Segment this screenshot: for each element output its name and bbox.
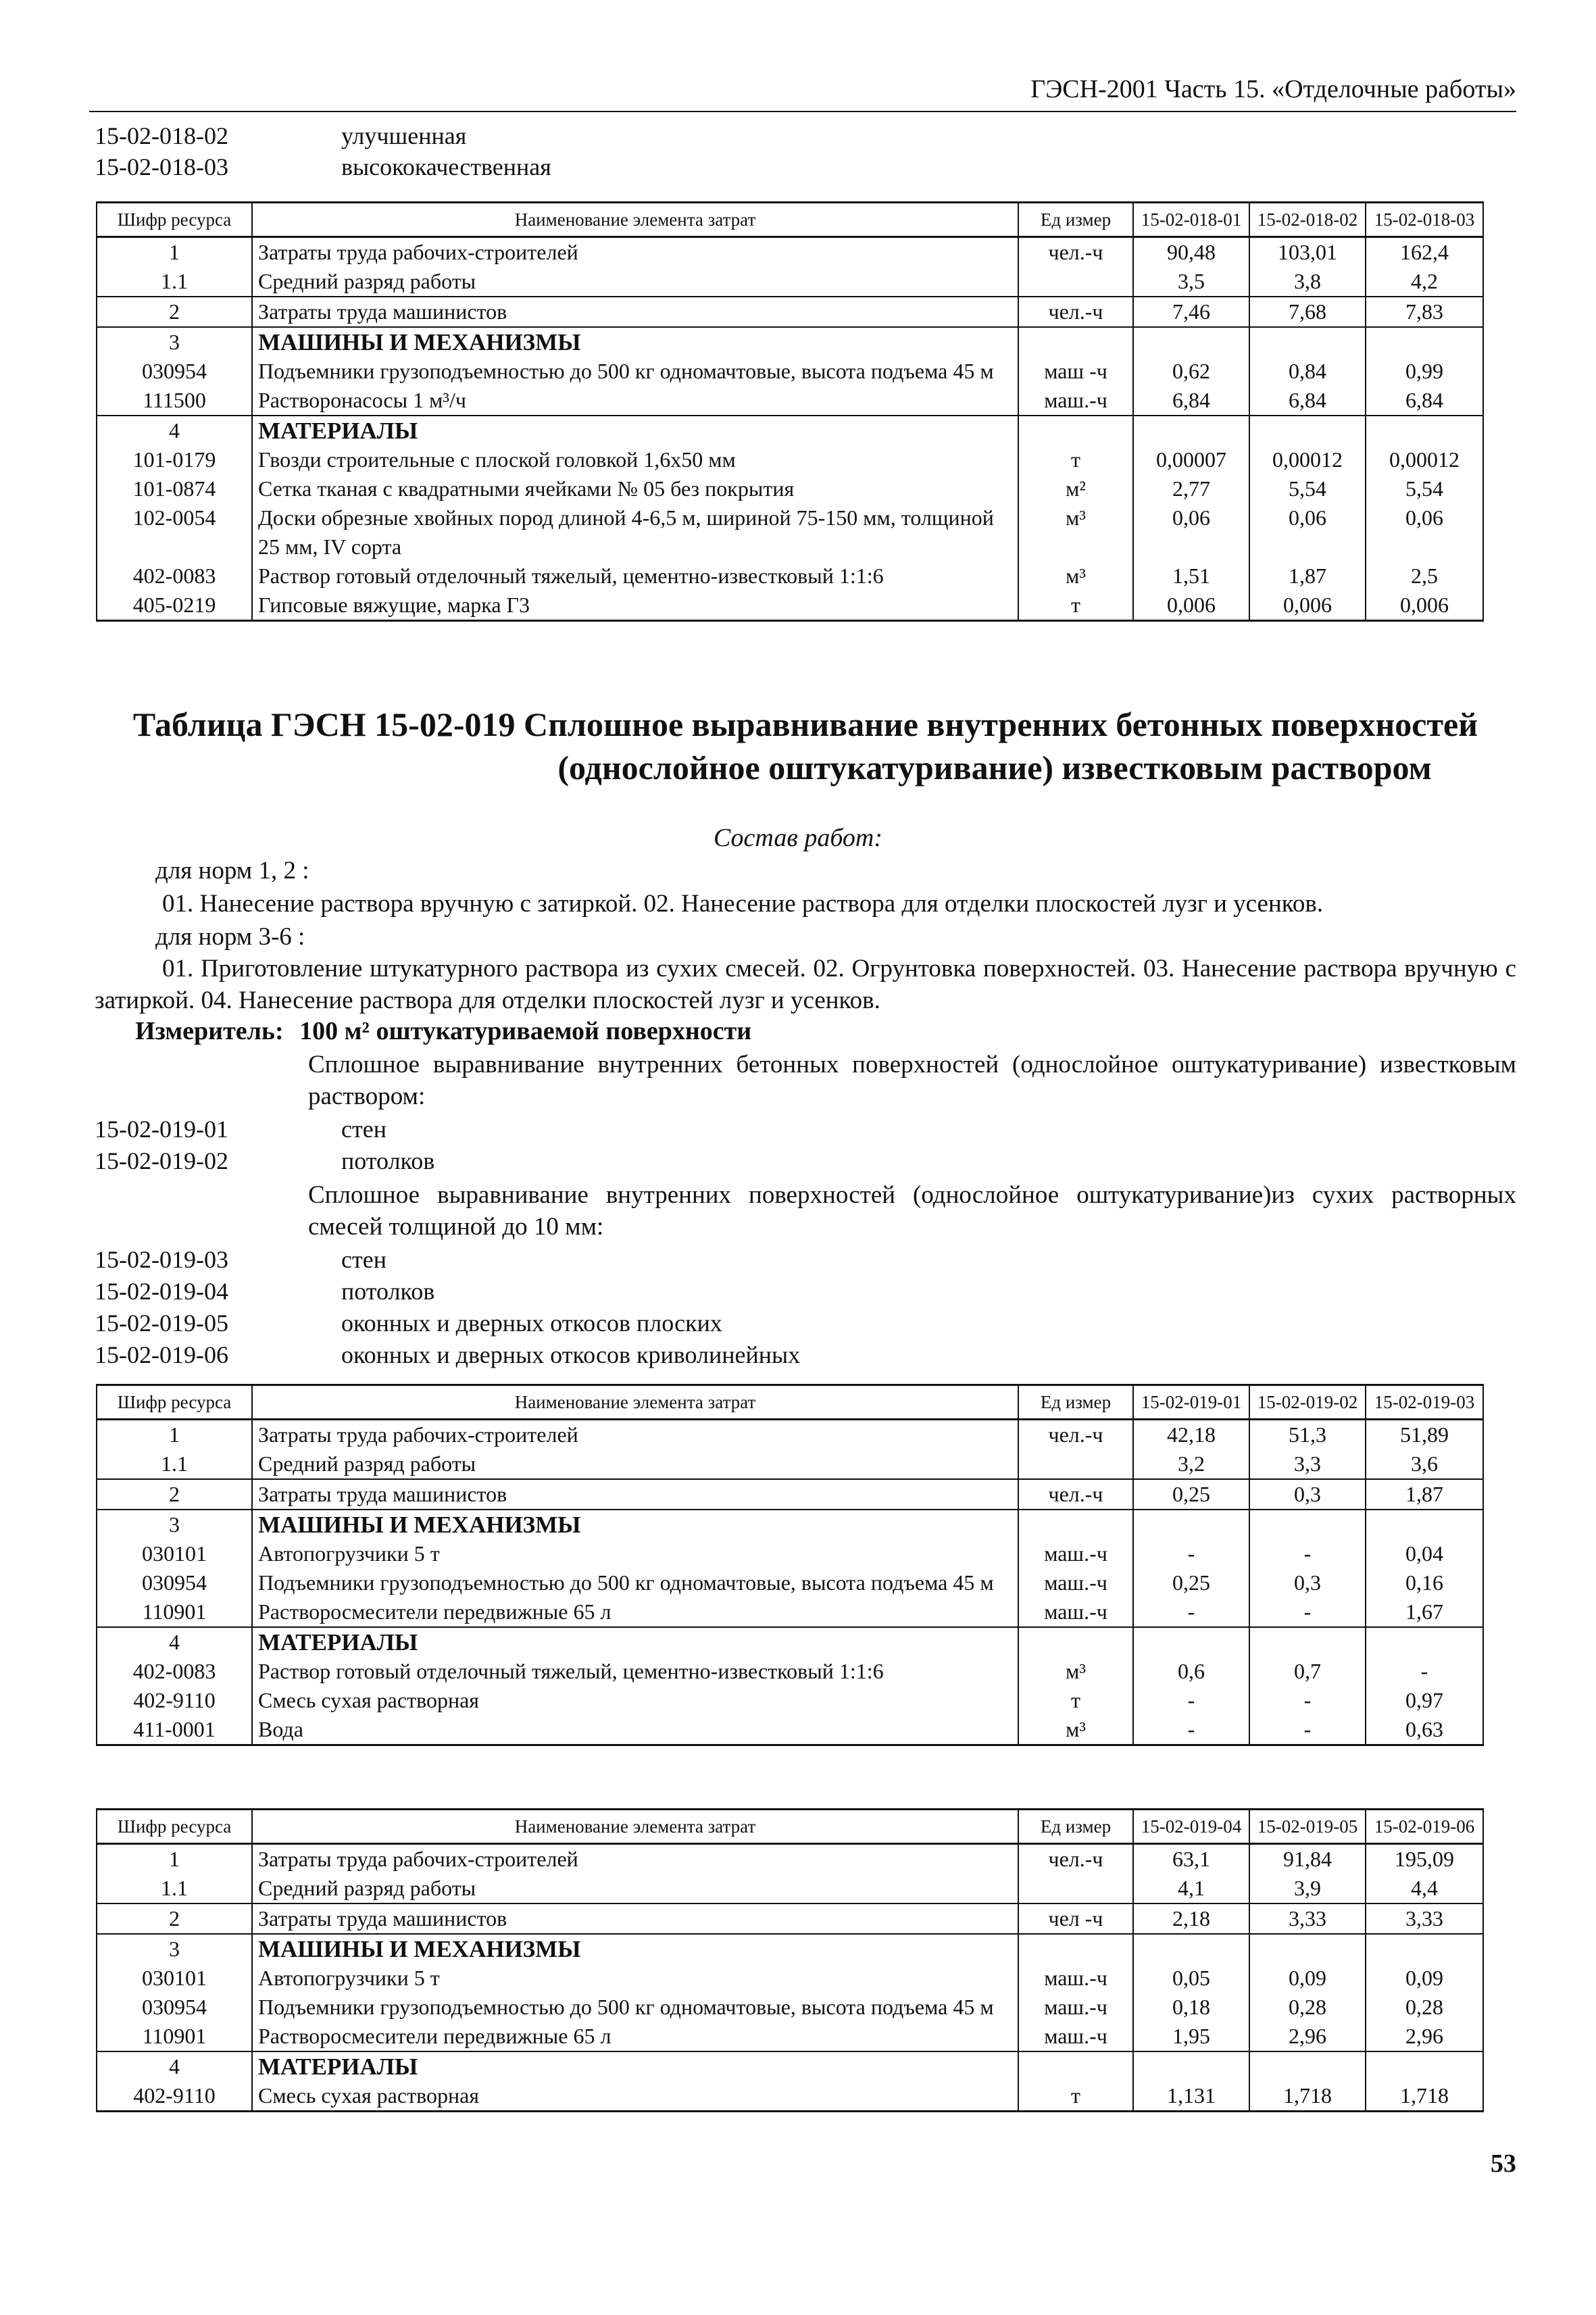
cell-name: Средний разряд работы <box>252 1874 1018 1903</box>
table-row <box>97 2081 1483 2112</box>
cell-value-2: 0,006 <box>1249 591 1366 621</box>
cell-name: Автопогрузчики 5 т <box>252 1964 1018 1993</box>
cell-value-1: 0,6 <box>1133 1657 1249 1686</box>
cell-value-3: - <box>1366 1657 1483 1686</box>
cell-value-1 <box>1133 2051 1249 2081</box>
table-row <box>97 1479 1483 1510</box>
cell-name: МАШИНЫ И МЕХАНИЗМЫ <box>252 1510 1018 1539</box>
norm-name: оконных и дверных откосов плоских <box>341 1310 722 1337</box>
cell-value-3: 51,89 <box>1366 1420 1483 1450</box>
cell-value-1: 3,5 <box>1133 267 1249 297</box>
cell-value-2: - <box>1249 1597 1366 1627</box>
cell-value-1 <box>1133 416 1249 445</box>
table-row <box>97 591 1483 621</box>
cell-value-2: 7,68 <box>1249 297 1366 327</box>
norms-3-6-text: 01. Приготовление штукатурного раствора из сухих смесей. 02. Огрунтовка поверхностей. 03. Нанесение раствора вручную с затиркой. 04. Нанесение раствора для отделки плоскостей лузг и усенков. <box>95 955 1516 1014</box>
cell-code: 101-0179 <box>97 445 252 474</box>
header-col-1: 15-02-019-01 <box>1133 1385 1249 1420</box>
cell-value-1: 1,95 <box>1133 2022 1249 2051</box>
cell-unit: чел.-ч <box>1018 1420 1133 1450</box>
cell-code: 030101 <box>97 1539 252 1568</box>
cell-name: Смесь сухая растворная <box>252 1686 1018 1715</box>
cell-value-1: - <box>1133 1539 1249 1568</box>
cell-value-1: 2,18 <box>1133 1903 1249 1934</box>
cell-value-3: 4,2 <box>1366 267 1483 297</box>
cell-value-3: 6,84 <box>1366 386 1483 416</box>
header-col-1: 15-02-019-04 <box>1133 1810 1249 1844</box>
cell-value-1: 90,48 <box>1133 237 1249 268</box>
cell-name: Раствор готовый отделочный тяжелый, цементно-известковый 1:1:6 <box>252 1657 1018 1686</box>
cell-value-1: 2,77 <box>1133 474 1249 503</box>
header-col-2: 15-02-018-02 <box>1249 203 1366 237</box>
cell-value-2: 2,96 <box>1249 2022 1366 2051</box>
table-row <box>97 1934 1483 1964</box>
meter-label: Измеритель: <box>135 1017 284 1045</box>
norm-name: оконных и дверных откосов криволинейных <box>341 1341 801 1368</box>
cell-code: 3 <box>97 1934 252 1964</box>
cell-value-3 <box>1366 1934 1483 1964</box>
table-row <box>97 1686 1483 1715</box>
cell-value-1: 0,006 <box>1133 591 1249 621</box>
cell-value-3 <box>1366 1510 1483 1539</box>
table-row <box>97 1844 1483 1874</box>
cell-name: Гвозди строительные с плоской головкой 1,6x50 мм <box>252 445 1018 474</box>
table-row <box>97 1449 1483 1479</box>
cell-name: Смесь сухая растворная <box>252 2081 1018 2112</box>
cell-value-2: 3,9 <box>1249 1874 1366 1903</box>
cell-unit <box>1018 1449 1133 1479</box>
cell-unit: м³ <box>1018 1657 1133 1686</box>
norm-name: потолков <box>341 1147 435 1174</box>
resource-table-019-b <box>96 1808 1484 2112</box>
cell-code: 101-0874 <box>97 474 252 503</box>
cell-code: 1 <box>97 1844 252 1874</box>
table-title-line2: (однослойное оштукатуривание) известковым раствором <box>557 749 1432 787</box>
norm-name: стен <box>341 1246 386 1273</box>
table-row <box>97 562 1483 591</box>
cell-unit: маш.-ч <box>1018 1568 1133 1597</box>
cell-unit <box>1018 2051 1133 2081</box>
cell-value-1 <box>1133 327 1249 357</box>
cell-name: Подъемники грузоподъемностью до 500 кг одномачтовые, высота подъема 45 м <box>252 357 1018 386</box>
table-row <box>97 1715 1483 1745</box>
cell-unit: маш.-ч <box>1018 2022 1133 2051</box>
cell-value-1: 0,18 <box>1133 1993 1249 2022</box>
header-code: Шифр ресурса <box>97 1385 252 1420</box>
norm-name: высококачественная <box>341 153 551 180</box>
table-row <box>97 1993 1483 2022</box>
cell-value-1: 7,46 <box>1133 297 1249 327</box>
resource-table-019-a <box>96 1384 1484 1746</box>
cell-value-1 <box>1133 1627 1249 1657</box>
cell-value-1: 42,18 <box>1133 1420 1249 1450</box>
cell-code: 402-9110 <box>97 1686 252 1715</box>
cell-value-3 <box>1366 416 1483 445</box>
cell-value-1 <box>1133 1934 1249 1964</box>
header-code: Шифр ресурса <box>97 1810 252 1844</box>
cell-code: 1.1 <box>97 267 252 297</box>
cell-code: 411-0001 <box>97 1715 252 1745</box>
group1-description: Сплошное выравнивание внутренних бетонных поверхностей (однослойное оштукатуривание) известковым раствором: <box>308 1051 1516 1110</box>
cell-value-3: 0,00012 <box>1366 445 1483 474</box>
table-header-row <box>97 1810 1483 1844</box>
cell-name: Растворонасосы 1 м³/ч <box>252 386 1018 416</box>
header-unit: Ед измер <box>1018 1810 1133 1844</box>
cell-name: МАТЕРИАЛЫ <box>252 1627 1018 1657</box>
cell-value-3: 3,33 <box>1366 1903 1483 1934</box>
norm-code: 15-02-018-02 <box>95 122 228 149</box>
cell-value-2 <box>1249 2051 1366 2081</box>
cell-value-3: 3,6 <box>1366 1449 1483 1479</box>
cell-value-2: - <box>1249 1686 1366 1715</box>
cell-code: 110901 <box>97 2022 252 2051</box>
cell-value-2: 0,00012 <box>1249 445 1366 474</box>
cell-name: Затраты труда рабочих-строителей <box>252 237 1018 268</box>
cell-value-1: 0,00007 <box>1133 445 1249 474</box>
cell-name: Растворосмесители передвижные 65 л <box>252 2022 1018 2051</box>
page-number: 53 <box>1491 2149 1516 2178</box>
cell-code: 402-0083 <box>97 1657 252 1686</box>
cell-name: Затраты труда машинистов <box>252 1479 1018 1510</box>
cell-unit: маш -ч <box>1018 357 1133 386</box>
cell-code: 2 <box>97 297 252 327</box>
header-code: Шифр ресурса <box>97 203 252 237</box>
cell-name: Доски обрезные хвойных пород длиной 4-6,5 м, шириной 75-150 мм, толщиной 25 мм, IV сорта <box>252 503 1018 562</box>
cell-code: 111500 <box>97 386 252 416</box>
cell-value-3: 1,718 <box>1366 2081 1483 2112</box>
header-name: Наименование элемента затрат <box>252 1810 1018 1844</box>
cell-value-1: 1,51 <box>1133 562 1249 591</box>
table-row <box>97 1510 1483 1539</box>
cell-code: 030101 <box>97 1964 252 1993</box>
group2-description: Сплошное выравнивание внутренних поверхностей (однослойное оштукатуривание)из сухих растворных смесей толщиной до 10 мм: <box>308 1181 1516 1241</box>
cell-name: Подъемники грузоподъемностью до 500 кг одномачтовые, высота подъема 45 м <box>252 1993 1018 2022</box>
cell-value-3: 0,97 <box>1366 1686 1483 1715</box>
cell-value-3: 0,06 <box>1366 503 1483 562</box>
norms-3-6-label: для норм 3-6 : <box>155 923 305 951</box>
cell-value-3: 195,09 <box>1366 1844 1483 1874</box>
cell-name: Затраты труда машинистов <box>252 1903 1018 1934</box>
cell-name: Подъемники грузоподъемностью до 500 кг одномачтовые, высота подъема 45 м <box>252 1568 1018 1597</box>
cell-code: 2 <box>97 1903 252 1934</box>
cell-code: 1.1 <box>97 1449 252 1479</box>
cell-code: 402-9110 <box>97 2081 252 2112</box>
cell-unit <box>1018 267 1133 297</box>
norm-name: потолков <box>341 1278 435 1305</box>
table-title-line1: Таблица ГЭСН 15-02-019 Сплошное выравнивание внутренних бетонных поверхностей <box>132 705 1478 743</box>
table-row <box>97 327 1483 357</box>
cell-value-2 <box>1249 1510 1366 1539</box>
cell-value-2 <box>1249 1934 1366 1964</box>
cell-value-2: 51,3 <box>1249 1420 1366 1450</box>
cell-value-2: 0,28 <box>1249 1993 1366 2022</box>
cell-value-2: 91,84 <box>1249 1844 1366 1874</box>
cell-name: Средний разряд работы <box>252 1449 1018 1479</box>
header-col-3: 15-02-018-03 <box>1366 203 1483 237</box>
cell-unit: маш.-ч <box>1018 1539 1133 1568</box>
cell-value-1: 0,25 <box>1133 1568 1249 1597</box>
resource-table-018 <box>96 201 1484 622</box>
table-row <box>97 386 1483 416</box>
cell-value-2: 0,3 <box>1249 1479 1366 1510</box>
cell-value-3 <box>1366 327 1483 357</box>
cell-value-2: 103,01 <box>1249 237 1366 268</box>
cell-code: 030954 <box>97 1993 252 2022</box>
table-row <box>97 1627 1483 1657</box>
cell-name: Раствор готовый отделочный тяжелый, цементно-известковый 1:1:6 <box>252 562 1018 591</box>
cell-value-3: 0,006 <box>1366 591 1483 621</box>
cell-value-2: 3,33 <box>1249 1903 1366 1934</box>
table-row <box>97 1420 1483 1450</box>
cell-name: Гипсовые вяжущие, марка Г3 <box>252 591 1018 621</box>
table-row <box>97 503 1483 562</box>
cell-code: 4 <box>97 2051 252 2081</box>
table-header-row <box>97 1385 1483 1420</box>
cell-value-1: 4,1 <box>1133 1874 1249 1903</box>
cell-unit: т <box>1018 1686 1133 1715</box>
table-row <box>97 2051 1483 2081</box>
cell-value-2: - <box>1249 1539 1366 1568</box>
cell-code: 1 <box>97 237 252 268</box>
cell-value-3 <box>1366 2051 1483 2081</box>
norm-code: 15-02-019-06 <box>95 1341 228 1368</box>
cell-value-1: 0,05 <box>1133 1964 1249 1993</box>
cell-value-1: - <box>1133 1715 1249 1745</box>
cell-value-3: 0,16 <box>1366 1568 1483 1597</box>
cell-value-2: 3,8 <box>1249 267 1366 297</box>
cell-unit <box>1018 327 1133 357</box>
cell-value-2 <box>1249 416 1366 445</box>
cell-unit: чел.-ч <box>1018 297 1133 327</box>
cell-value-1: 0,06 <box>1133 503 1249 562</box>
cell-value-2 <box>1249 1627 1366 1657</box>
cell-value-3: 2,5 <box>1366 562 1483 591</box>
cell-value-3: 5,54 <box>1366 474 1483 503</box>
cell-code: 1 <box>97 1420 252 1450</box>
meter <box>135 1016 751 1046</box>
cell-unit: чел.-ч <box>1018 1479 1133 1510</box>
table-row <box>97 474 1483 503</box>
cell-value-2: 3,3 <box>1249 1449 1366 1479</box>
meter-value: 100 м² оштукатуриваемой поверхности <box>299 1017 752 1045</box>
cell-code: 4 <box>97 1627 252 1657</box>
cell-value-3 <box>1366 1627 1483 1657</box>
cell-name: Средний разряд работы <box>252 267 1018 297</box>
cell-name: МАТЕРИАЛЫ <box>252 2051 1018 2081</box>
table-row <box>97 1539 1483 1568</box>
cell-name: Затраты труда рабочих-строителей <box>252 1420 1018 1450</box>
cell-value-1: 63,1 <box>1133 1844 1249 1874</box>
cell-unit <box>1018 1627 1133 1657</box>
table-row <box>97 416 1483 445</box>
cell-value-2: 0,84 <box>1249 357 1366 386</box>
norm-code: 15-02-018-03 <box>95 153 228 180</box>
norm-code: 15-02-019-05 <box>95 1310 228 1337</box>
table-row <box>97 2022 1483 2051</box>
cell-unit: маш.-ч <box>1018 386 1133 416</box>
cell-name: Затраты труда машинистов <box>252 297 1018 327</box>
header-col-2: 15-02-019-02 <box>1249 1385 1366 1420</box>
cell-code: 030954 <box>97 1568 252 1597</box>
cell-unit <box>1018 1510 1133 1539</box>
table-row <box>97 357 1483 386</box>
cell-value-2: - <box>1249 1715 1366 1745</box>
cell-code: 405-0219 <box>97 591 252 621</box>
table-row <box>97 1597 1483 1627</box>
cell-value-2: 0,3 <box>1249 1568 1366 1597</box>
cell-value-3: 0,09 <box>1366 1964 1483 1993</box>
cell-unit <box>1018 416 1133 445</box>
cell-value-1: 0,25 <box>1133 1479 1249 1510</box>
norm-code: 15-02-019-02 <box>95 1147 228 1174</box>
table-row <box>97 1964 1483 1993</box>
cell-name: МАТЕРИАЛЫ <box>252 416 1018 445</box>
cell-value-2: 1,718 <box>1249 2081 1366 2112</box>
cell-code: 030954 <box>97 357 252 386</box>
cell-code: 402-0083 <box>97 562 252 591</box>
cell-value-2: 1,87 <box>1249 562 1366 591</box>
cell-value-3: 0,99 <box>1366 357 1483 386</box>
cell-value-3: 7,83 <box>1366 297 1483 327</box>
work-composition-heading: Состав работ: <box>713 824 883 852</box>
cell-unit: чел -ч <box>1018 1903 1133 1934</box>
norm-code: 15-02-019-01 <box>95 1116 228 1143</box>
cell-unit: т <box>1018 591 1133 621</box>
table-row <box>97 1903 1483 1934</box>
cell-value-1: 6,84 <box>1133 386 1249 416</box>
cell-unit: маш.-ч <box>1018 1597 1133 1627</box>
cell-unit: маш.-ч <box>1018 1993 1133 2022</box>
cell-code: 110901 <box>97 1597 252 1627</box>
norm-name: стен <box>341 1116 386 1143</box>
cell-value-3: 0,04 <box>1366 1539 1483 1568</box>
cell-unit: м³ <box>1018 562 1133 591</box>
cell-value-3: 1,87 <box>1366 1479 1483 1510</box>
cell-value-1: 0,62 <box>1133 357 1249 386</box>
cell-value-3: 2,96 <box>1366 2022 1483 2051</box>
table-title <box>95 703 1516 789</box>
cell-value-1: 3,2 <box>1133 1449 1249 1479</box>
table-row <box>97 1657 1483 1686</box>
norm-name: улучшенная <box>341 122 467 149</box>
cell-value-3: 162,4 <box>1366 237 1483 268</box>
table-row <box>97 1568 1483 1597</box>
cell-value-2: 0,09 <box>1249 1964 1366 1993</box>
cell-value-1: 1,131 <box>1133 2081 1249 2112</box>
header-unit: Ед измер <box>1018 203 1133 237</box>
cell-name: Вода <box>252 1715 1018 1745</box>
cell-unit: маш.-ч <box>1018 1964 1133 1993</box>
cell-value-2: 5,54 <box>1249 474 1366 503</box>
cell-value-2 <box>1249 327 1366 357</box>
cell-code: 4 <box>97 416 252 445</box>
norms-1-2-text: 01. Нанесение раствора вручную с затиркой. 02. Нанесение раствора для отделки плоскостей лузг и усенков. <box>162 890 1324 918</box>
header-col-3: 15-02-019-03 <box>1366 1385 1483 1420</box>
cell-value-2: 6,84 <box>1249 386 1366 416</box>
cell-name: Растворосмесители передвижные 65 л <box>252 1597 1018 1627</box>
cell-name: МАШИНЫ И МЕХАНИЗМЫ <box>252 1934 1018 1964</box>
cell-code: 102-0054 <box>97 503 252 562</box>
cell-unit: т <box>1018 2081 1133 2112</box>
header-col-3: 15-02-019-06 <box>1366 1810 1483 1844</box>
table-header-row <box>97 203 1483 237</box>
table-row <box>97 267 1483 297</box>
cell-name: Затраты труда рабочих-строителей <box>252 1844 1018 1874</box>
cell-name: МАШИНЫ И МЕХАНИЗМЫ <box>252 327 1018 357</box>
header-name: Наименование элемента затрат <box>252 1385 1018 1420</box>
cell-code: 3 <box>97 1510 252 1539</box>
cell-unit: чел.-ч <box>1018 1844 1133 1874</box>
norm-code: 15-02-019-03 <box>95 1246 228 1273</box>
cell-name: Автопогрузчики 5 т <box>252 1539 1018 1568</box>
cell-unit: м² <box>1018 474 1133 503</box>
header-col-1: 15-02-018-01 <box>1133 203 1249 237</box>
cell-value-3: 0,63 <box>1366 1715 1483 1745</box>
norm-code: 15-02-019-04 <box>95 1278 228 1305</box>
cell-value-1: - <box>1133 1686 1249 1715</box>
norms-1-2-label: для норм 1, 2 : <box>155 857 309 885</box>
table-row <box>97 237 1483 268</box>
cell-value-3: 1,67 <box>1366 1597 1483 1627</box>
header-rule <box>89 111 1516 112</box>
cell-unit <box>1018 1934 1133 1964</box>
cell-code: 2 <box>97 1479 252 1510</box>
cell-value-3: 0,28 <box>1366 1993 1483 2022</box>
cell-unit <box>1018 1874 1133 1903</box>
header-unit: Ед измер <box>1018 1385 1133 1420</box>
cell-code: 3 <box>97 327 252 357</box>
running-header: ГЭСН-2001 Часть 15. «Отделочные работы» <box>1030 75 1516 103</box>
cell-unit: чел.-ч <box>1018 237 1133 268</box>
cell-unit: м³ <box>1018 1715 1133 1745</box>
cell-value-1: - <box>1133 1597 1249 1627</box>
cell-value-2: 0,06 <box>1249 503 1366 562</box>
cell-value-2: 0,7 <box>1249 1657 1366 1686</box>
cell-name: Сетка тканая с квадратными ячейками № 05 без покрытия <box>252 474 1018 503</box>
header-col-2: 15-02-019-05 <box>1249 1810 1366 1844</box>
cell-unit: т <box>1018 445 1133 474</box>
header-name: Наименование элемента затрат <box>252 203 1018 237</box>
table-row <box>97 297 1483 327</box>
cell-unit: м³ <box>1018 503 1133 562</box>
table-row <box>97 1874 1483 1903</box>
cell-code: 1.1 <box>97 1874 252 1903</box>
cell-value-1 <box>1133 1510 1249 1539</box>
cell-value-3: 4,4 <box>1366 1874 1483 1903</box>
table-row <box>97 445 1483 474</box>
